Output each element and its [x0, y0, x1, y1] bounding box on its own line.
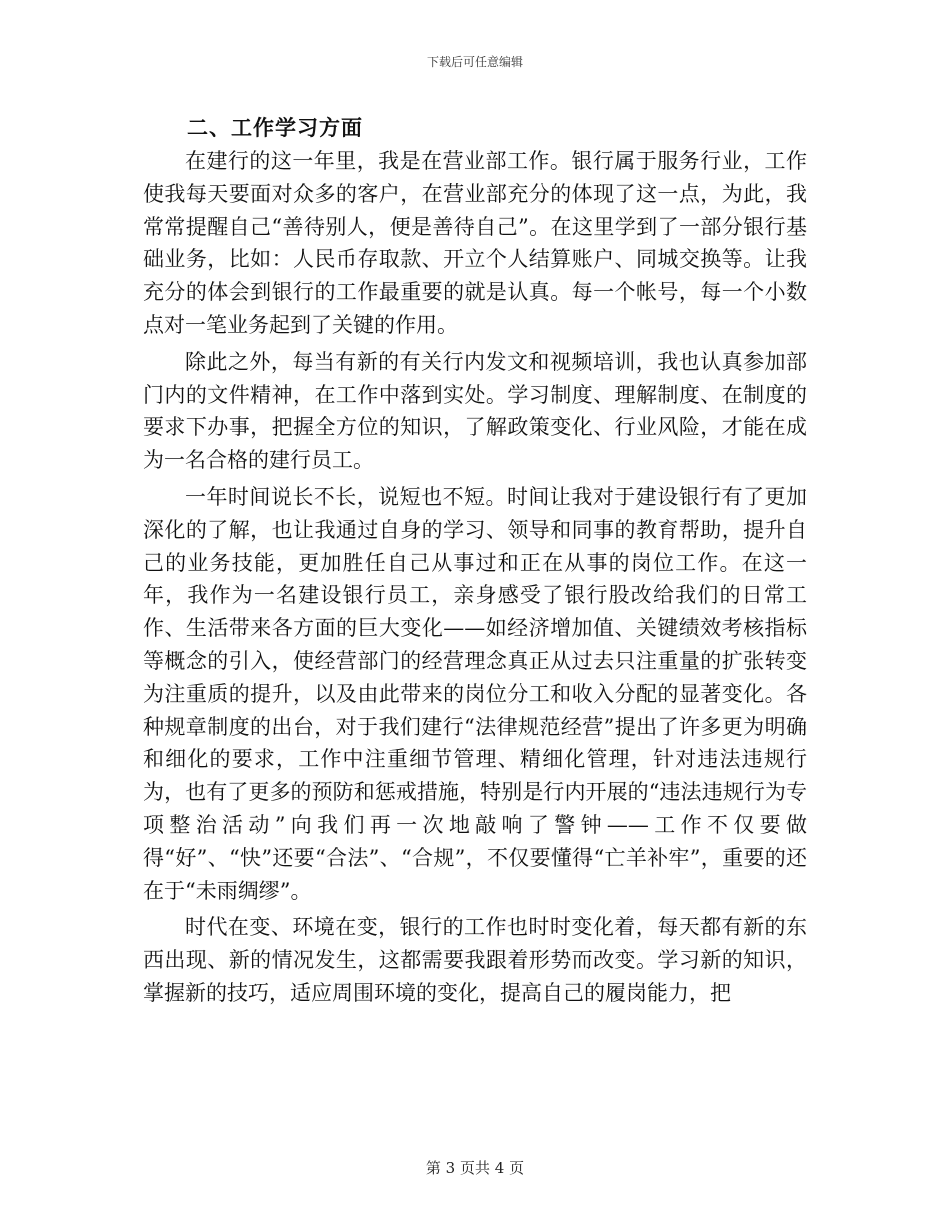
page-number: 第 3 页共 4 页 [425, 1159, 525, 1177]
header-note: 下载后可任意编辑 [426, 55, 523, 69]
paragraph-3: 一年时间说长不长，说短也不短。时间让我对于建设银行有了更加深化的了解，也让我通过自身的学习、领导和同事的教育帮助，提升自己的业务技能，更加胜任自己从事过和正在从事的岗位工作。在这一年，我作为一名建设银行员工，亲身感受了银行股改给我们的日常工作、生活带来各方面的巨大变化——如经济增加值、关键绩效考核指标等概念的引入，使经营部门的经营理念真正从过去只注重量的扩张转变为注重质的提升，以及由此带来的岗位分工和收入分配的显著变化。各种规章制度的出台，对于我们建行“法律规范经营”提出了许多更为明确和细化的要求，工作中注重细节管理、精细化管理，针对违法违规行为，也有了更多的预防和惩戒措施，特别是行内开展的“违法违规行为专项整治活动”向我们再一次地敲响了警钟——工作不仅要做得“好”、“快”还要“合法”、“合规”，不仅要懂得“亡羊补牢”，重要的还在于“未雨绸缪”。 [143, 484, 807, 903]
document-body [143, 111, 807, 1014]
paragraph-1: 在建行的这一年里，我是在营业部工作。银行属于服务行业，工作使我每天要面对众多的客户，在营业部充分的体现了这一点，为此，我常常提醒自己“善待别人，便是善待自己”。在这里学到了一部分银行基础业务，比如：人民币存取款、开立个人结算账户、同城交换等。让我充分的体会到银行的工作最重要的就是认真。每一个帐号，每一个小数点对一笔业务起到了关键的作用。 [143, 149, 807, 337]
section-heading: 二、工作学习方面 [187, 116, 363, 140]
paragraph-2: 除此之外，每当有新的有关行内发文和视频培训，我也认真参加部门内的文件精神，在工作中落到实处。学习制度、理解制度、在制度的要求下办事，把握全方位的知识，了解政策变化、行业风险，才能在成为一名合格的建行员工。 [143, 349, 807, 473]
paragraph-4: 时代在变、环境在变，银行的工作也时时变化着，每天都有新的东西出现、新的情况发生，这都需要我跟着形势而改变。学习新的知识，掌握新的技巧，适应周围环境的变化，提高自己的履岗能力，把 [143, 915, 807, 1005]
